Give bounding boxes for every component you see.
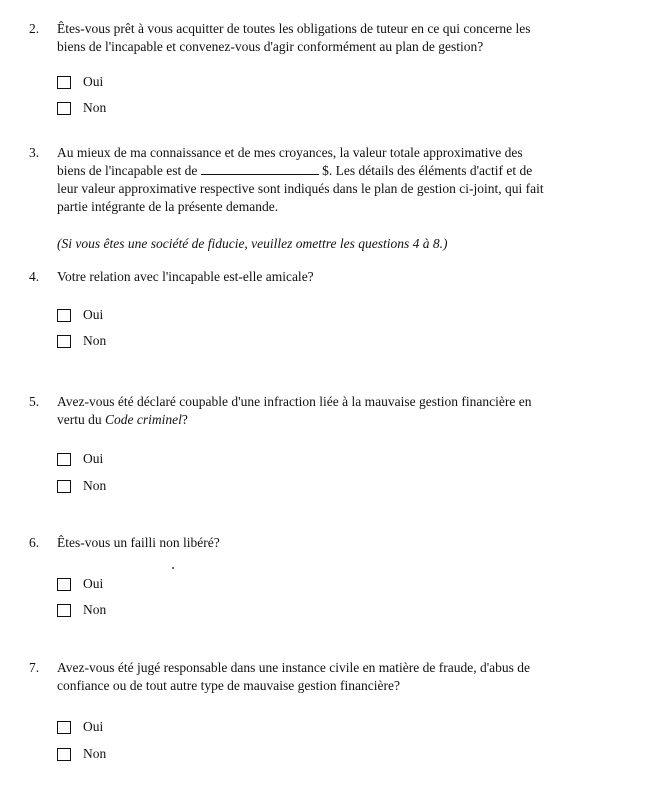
option-label: Oui <box>83 576 104 591</box>
question-text <box>57 534 637 552</box>
option-non[interactable] <box>57 332 106 350</box>
checkbox-oui[interactable] <box>57 578 71 591</box>
question-text <box>57 144 637 216</box>
question-text-line: partie intégrante de la présente demande. <box>57 199 279 214</box>
checkbox-non[interactable] <box>57 748 71 761</box>
checkbox-non[interactable] <box>57 480 71 493</box>
option-label: Non <box>83 100 107 115</box>
scan-speck <box>172 567 174 569</box>
question-text-fragment: ? <box>181 412 188 427</box>
question-text-line: Au mieux de ma connaissance et de mes croyances, la valeur totale approximative des <box>57 145 523 160</box>
trust-company-note: (Si vous êtes une société de fiducie, veuillez omettre les questions 4 à 8.) <box>57 236 448 251</box>
checkbox-non[interactable] <box>57 102 71 115</box>
question-text-line: Êtes-vous un failli non libéré? <box>57 535 220 550</box>
question-number: 7. <box>29 660 40 675</box>
question-text-line: Votre relation avec l'incapable est-elle amicale? <box>57 269 314 284</box>
checkbox-non[interactable] <box>57 335 71 348</box>
question-text-line: Avez-vous été jugé responsable dans une instance civile en matière de fraude, d'abus de <box>57 660 530 675</box>
question-text-fragment: vertu du <box>57 412 105 427</box>
question-text-line: biens de l'incapable et convenez-vous d'agir conformément au plan de gestion? <box>57 39 484 54</box>
option-non[interactable] <box>57 745 106 763</box>
option-non[interactable] <box>57 99 106 117</box>
question-number: 2. <box>29 21 40 36</box>
checkbox-non[interactable] <box>57 604 71 617</box>
question-text-line: leur valeur approximative respective sont indiqués dans le plan de gestion ci-joint, qui fait <box>57 181 544 196</box>
option-label: Oui <box>83 719 104 734</box>
question-number: 3. <box>29 145 40 160</box>
option-oui[interactable] <box>57 575 103 593</box>
option-oui[interactable] <box>57 73 103 91</box>
question-number: 6. <box>29 535 40 550</box>
option-oui[interactable] <box>57 306 103 324</box>
option-non[interactable] <box>57 477 106 495</box>
question-text-fragment: biens de l'incapable est de <box>57 163 198 178</box>
question-text-line <box>57 162 637 180</box>
checkbox-oui[interactable] <box>57 309 71 322</box>
option-oui[interactable] <box>57 718 103 736</box>
question-text <box>57 20 637 56</box>
option-label: Oui <box>83 451 104 466</box>
value-blank-field[interactable] <box>201 162 319 175</box>
question-number: 5. <box>29 394 40 409</box>
question-text-line: Avez-vous été déclaré coupable d'une infraction liée à la mauvaise gestion financière en <box>57 394 532 409</box>
checkbox-oui[interactable] <box>57 721 71 734</box>
option-oui[interactable] <box>57 450 103 468</box>
question-number: 4. <box>29 269 40 284</box>
checkbox-oui[interactable] <box>57 453 71 466</box>
option-label: Non <box>83 602 107 617</box>
question-text <box>57 393 637 429</box>
code-criminel-title: Code criminel <box>105 412 182 427</box>
question-text-line: confiance ou de tout autre type de mauvaise gestion financière? <box>57 678 400 693</box>
question-text <box>57 268 637 286</box>
question-text-line: Êtes-vous prêt à vous acquitter de toutes les obligations de tuteur en ce qui concerne les <box>57 21 531 36</box>
option-label: Non <box>83 478 107 493</box>
question-text-line <box>57 411 637 429</box>
option-label: Non <box>83 746 107 761</box>
option-label: Non <box>83 333 107 348</box>
question-text-fragment: $. Les détails des éléments d'actif et de <box>322 163 533 178</box>
option-label: Oui <box>83 307 104 322</box>
option-non[interactable] <box>57 601 106 619</box>
option-label: Oui <box>83 74 104 89</box>
question-text <box>57 659 637 695</box>
checkbox-oui[interactable] <box>57 76 71 89</box>
